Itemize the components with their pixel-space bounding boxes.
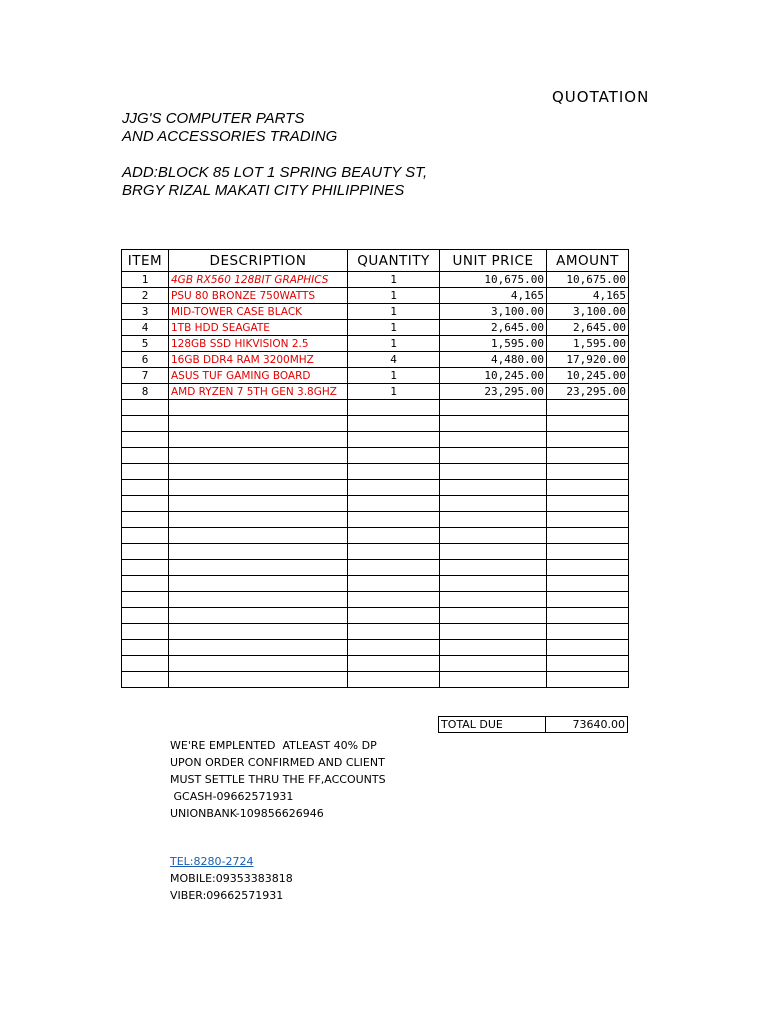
document-title: QUOTATION	[552, 88, 650, 106]
item-amount: 3,100.00	[547, 304, 629, 320]
empty-table-row	[122, 560, 629, 576]
empty-cell	[348, 432, 440, 448]
table-row	[122, 288, 629, 304]
empty-cell	[169, 624, 348, 640]
empty-table-row	[122, 448, 629, 464]
empty-cell	[440, 480, 547, 496]
item-description: AMD RYZEN 7 5TH GEN 3.8GHZ	[169, 384, 348, 400]
empty-cell	[348, 640, 440, 656]
header-amount: AMOUNT	[547, 250, 629, 272]
empty-cell	[122, 448, 169, 464]
table-row	[122, 320, 629, 336]
header-item: ITEM	[122, 250, 169, 272]
empty-cell	[169, 416, 348, 432]
empty-cell	[122, 432, 169, 448]
table-row	[122, 304, 629, 320]
empty-cell	[440, 496, 547, 512]
empty-cell	[348, 608, 440, 624]
item-quantity: 1	[348, 320, 440, 336]
empty-cell	[547, 544, 629, 560]
empty-cell	[547, 560, 629, 576]
note-line: WE'RE EMPLENTED ATLEAST 40% DP	[170, 739, 377, 752]
empty-cell	[440, 592, 547, 608]
item-amount: 23,295.00	[547, 384, 629, 400]
item-amount: 10,675.00	[547, 272, 629, 288]
item-number: 6	[122, 352, 169, 368]
empty-cell	[348, 560, 440, 576]
item-quantity: 1	[348, 368, 440, 384]
table-row	[122, 272, 629, 288]
empty-table-row	[122, 672, 629, 688]
empty-cell	[122, 624, 169, 640]
item-quantity: 1	[348, 384, 440, 400]
empty-table-row	[122, 464, 629, 480]
empty-cell	[122, 512, 169, 528]
empty-cell	[122, 640, 169, 656]
item-number: 3	[122, 304, 169, 320]
empty-cell	[169, 400, 348, 416]
empty-table-row	[122, 656, 629, 672]
empty-cell	[547, 656, 629, 672]
note-line: UNIONBANK-109856626946	[170, 807, 324, 820]
empty-cell	[348, 496, 440, 512]
empty-cell	[547, 592, 629, 608]
empty-cell	[348, 528, 440, 544]
empty-cell	[348, 448, 440, 464]
viber-number: VIBER:09662571931	[170, 889, 284, 902]
payment-notes	[170, 737, 386, 822]
tel-link[interactable]: TEL:8280-2724	[170, 855, 254, 868]
empty-cell	[122, 480, 169, 496]
item-description: ASUS TUF GAMING BOARD	[169, 368, 348, 384]
empty-table-row	[122, 592, 629, 608]
company-name-line1: JJG'S COMPUTER PARTS	[122, 110, 305, 127]
item-description: 128GB SSD HIKVISION 2.5	[169, 336, 348, 352]
empty-cell	[169, 608, 348, 624]
empty-cell	[169, 448, 348, 464]
item-quantity: 1	[348, 304, 440, 320]
note-line: GCASH-09662571931	[170, 790, 294, 803]
empty-cell	[122, 400, 169, 416]
item-unit-price: 23,295.00	[440, 384, 547, 400]
item-description: 16GB DDR4 RAM 3200MHZ	[169, 352, 348, 368]
empty-cell	[348, 624, 440, 640]
table-row	[122, 336, 629, 352]
empty-cell	[440, 656, 547, 672]
empty-cell	[547, 640, 629, 656]
item-quantity: 4	[348, 352, 440, 368]
empty-cell	[122, 576, 169, 592]
address-line1: ADD:BLOCK 85 LOT 1 SPRING BEAUTY ST,	[122, 164, 428, 181]
empty-cell	[547, 432, 629, 448]
empty-cell	[122, 656, 169, 672]
empty-cell	[169, 592, 348, 608]
item-number: 2	[122, 288, 169, 304]
item-quantity: 1	[348, 288, 440, 304]
total-due-label: TOTAL DUE	[439, 717, 546, 733]
empty-cell	[122, 592, 169, 608]
empty-cell	[440, 448, 547, 464]
empty-cell	[440, 544, 547, 560]
empty-cell	[122, 544, 169, 560]
empty-cell	[169, 512, 348, 528]
empty-cell	[169, 640, 348, 656]
empty-cell	[122, 608, 169, 624]
empty-cell	[122, 560, 169, 576]
item-number: 5	[122, 336, 169, 352]
item-unit-price: 2,645.00	[440, 320, 547, 336]
empty-cell	[122, 464, 169, 480]
empty-cell	[169, 672, 348, 688]
empty-cell	[440, 608, 547, 624]
item-number: 1	[122, 272, 169, 288]
total-due-value: 73640.00	[546, 717, 628, 733]
item-amount: 2,645.00	[547, 320, 629, 336]
empty-cell	[440, 624, 547, 640]
item-amount: 4,165	[547, 288, 629, 304]
empty-cell	[547, 512, 629, 528]
header-quantity: QUANTITY	[348, 250, 440, 272]
item-description: PSU 80 BRONZE 750WATTS	[169, 288, 348, 304]
empty-cell	[547, 400, 629, 416]
item-unit-price: 10,675.00	[440, 272, 547, 288]
empty-cell	[547, 672, 629, 688]
item-description: 4GB RX560 128BIT GRAPHICS	[169, 272, 348, 288]
empty-cell	[169, 528, 348, 544]
empty-cell	[547, 576, 629, 592]
empty-cell	[122, 496, 169, 512]
empty-cell	[348, 544, 440, 560]
empty-table-row	[122, 512, 629, 528]
empty-table-row	[122, 496, 629, 512]
empty-cell	[547, 448, 629, 464]
empty-table-row	[122, 544, 629, 560]
table-header-row	[122, 250, 629, 272]
empty-cell	[547, 480, 629, 496]
item-number: 4	[122, 320, 169, 336]
empty-cell	[440, 560, 547, 576]
empty-cell	[348, 592, 440, 608]
empty-cell	[169, 480, 348, 496]
empty-cell	[440, 416, 547, 432]
table-row	[122, 368, 629, 384]
item-unit-price: 1,595.00	[440, 336, 547, 352]
empty-table-row	[122, 528, 629, 544]
empty-cell	[348, 656, 440, 672]
empty-table-row	[122, 432, 629, 448]
empty-cell	[348, 464, 440, 480]
item-number: 7	[122, 368, 169, 384]
empty-cell	[169, 560, 348, 576]
empty-cell	[440, 672, 547, 688]
item-description: MID-TOWER CASE BLACK	[169, 304, 348, 320]
empty-cell	[348, 416, 440, 432]
item-amount: 10,245.00	[547, 368, 629, 384]
item-amount: 1,595.00	[547, 336, 629, 352]
empty-cell	[440, 576, 547, 592]
empty-cell	[122, 672, 169, 688]
item-unit-price: 10,245.00	[440, 368, 547, 384]
empty-cell	[440, 512, 547, 528]
address-line2: BRGY RIZAL MAKATI CITY PHILIPPINES	[122, 182, 405, 199]
header-description: DESCRIPTION	[169, 250, 348, 272]
empty-table-row	[122, 416, 629, 432]
empty-table-row	[122, 624, 629, 640]
empty-cell	[440, 432, 547, 448]
empty-cell	[122, 416, 169, 432]
item-quantity: 1	[348, 336, 440, 352]
table-row	[122, 384, 629, 400]
total-due-table	[438, 716, 628, 733]
empty-cell	[547, 496, 629, 512]
empty-rows	[122, 400, 629, 688]
mobile-number: MOBILE:09353383818	[170, 872, 293, 885]
item-unit-price: 4,165	[440, 288, 547, 304]
empty-table-row	[122, 400, 629, 416]
empty-cell	[169, 496, 348, 512]
empty-table-row	[122, 608, 629, 624]
company-name-line2: AND ACCESSORIES TRADING	[122, 128, 338, 145]
empty-cell	[547, 528, 629, 544]
empty-cell	[547, 416, 629, 432]
empty-cell	[547, 608, 629, 624]
item-description: 1TB HDD SEAGATE	[169, 320, 348, 336]
empty-cell	[169, 544, 348, 560]
empty-cell	[440, 400, 547, 416]
empty-cell	[440, 464, 547, 480]
empty-cell	[440, 640, 547, 656]
empty-cell	[169, 432, 348, 448]
quotation-table	[121, 249, 629, 688]
empty-table-row	[122, 576, 629, 592]
empty-cell	[547, 624, 629, 640]
empty-cell	[348, 512, 440, 528]
empty-cell	[348, 576, 440, 592]
item-unit-price: 4,480.00	[440, 352, 547, 368]
empty-cell	[440, 528, 547, 544]
item-quantity: 1	[348, 272, 440, 288]
empty-cell	[122, 528, 169, 544]
empty-cell	[169, 576, 348, 592]
item-amount: 17,920.00	[547, 352, 629, 368]
header-unit-price: UNIT PRICE	[440, 250, 547, 272]
contact-info	[170, 853, 293, 904]
total-due-row	[439, 717, 628, 733]
empty-cell	[547, 464, 629, 480]
empty-table-row	[122, 640, 629, 656]
item-number: 8	[122, 384, 169, 400]
empty-cell	[169, 464, 348, 480]
table-row	[122, 352, 629, 368]
empty-table-row	[122, 480, 629, 496]
item-unit-price: 3,100.00	[440, 304, 547, 320]
empty-cell	[348, 672, 440, 688]
empty-cell	[348, 480, 440, 496]
note-line: UPON ORDER CONFIRMED AND CLIENT	[170, 756, 385, 769]
empty-cell	[169, 656, 348, 672]
empty-cell	[348, 400, 440, 416]
note-line: MUST SETTLE THRU THE FF,ACCOUNTS	[170, 773, 386, 786]
